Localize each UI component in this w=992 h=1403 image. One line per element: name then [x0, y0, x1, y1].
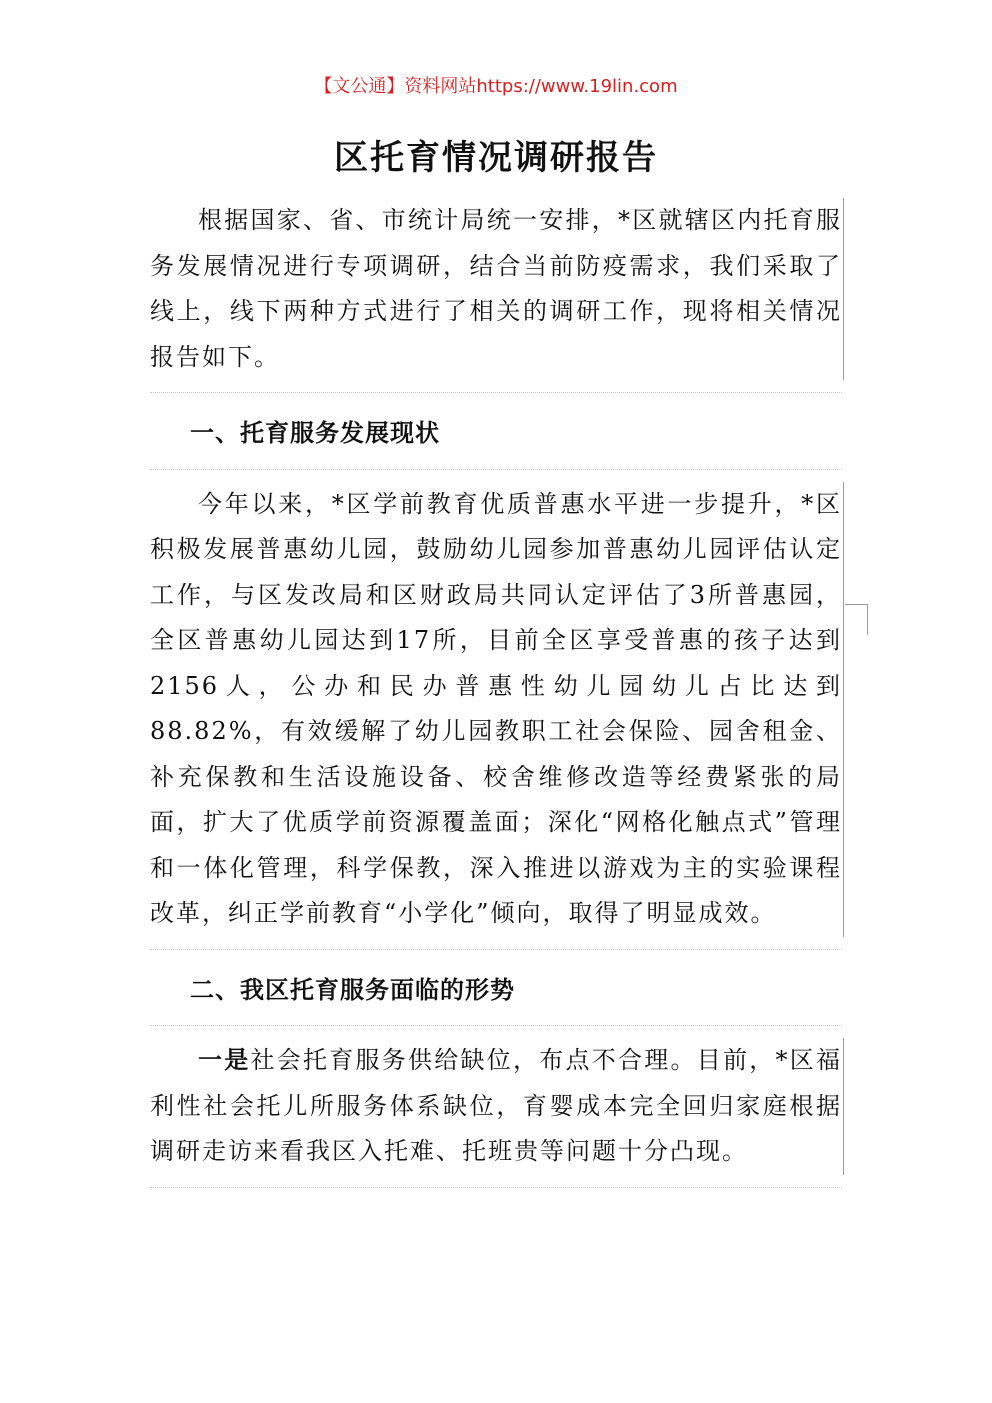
document-title: 区托育情况调研报告 [334, 138, 658, 178]
section-1-heading: 一、托育服务发展现状 [150, 393, 842, 470]
intro-paragraph: 根据国家、省、市统计局统一安排，*区就辖区内托育服务发展情况进行专项调研，结合当前防疫需求，我们采取了线上，线下两种方式进行了相关的调研工作，现将相关情况报告如下。 [150, 186, 842, 393]
margin-marker [845, 604, 868, 635]
section-1-paragraph: 今年以来，*区学前教育优质普惠水平进一步提升，*区积极发展普惠幼儿园，鼓励幼儿园参加普惠幼儿园评估认定工作，与区发改局和区财政局共同认定评估了3所普惠园，全区普惠幼儿园达到17所，目前全区享受普惠的孩子达到2156人，公办和民办普惠性幼儿园幼儿占比达到88.82%，有效缓解了幼儿园教职工社会保险、园舍租金、补充保教和生活设施设备、校舍维修改造等经费紧张的局面，扩大了优质学前资源覆盖面；深化“网格化触点式”管理和一体化管理，科学保教，深入推进以游戏为主的实验课程改革，纠正学前教育“小学化”倾向，取得了明显成效。 [150, 470, 842, 950]
source-website-link[interactable]: 【文公通】资料网站https://www.19lin.com [314, 76, 678, 97]
section-2-body: 社会托育服务供给缺位，布点不合理。目前，*区福利性社会托儿所服务体系缺位，育婴成本完全回归家庭根据调研走访来看我区入托难、托班贵等问题十分凸现。 [150, 1046, 842, 1165]
section-2-paragraph [150, 1026, 842, 1188]
document-body [150, 186, 842, 1188]
section-2-heading: 二、我区托育服务面临的形势 [150, 950, 842, 1027]
section-2-lead: 一是 [198, 1046, 251, 1074]
